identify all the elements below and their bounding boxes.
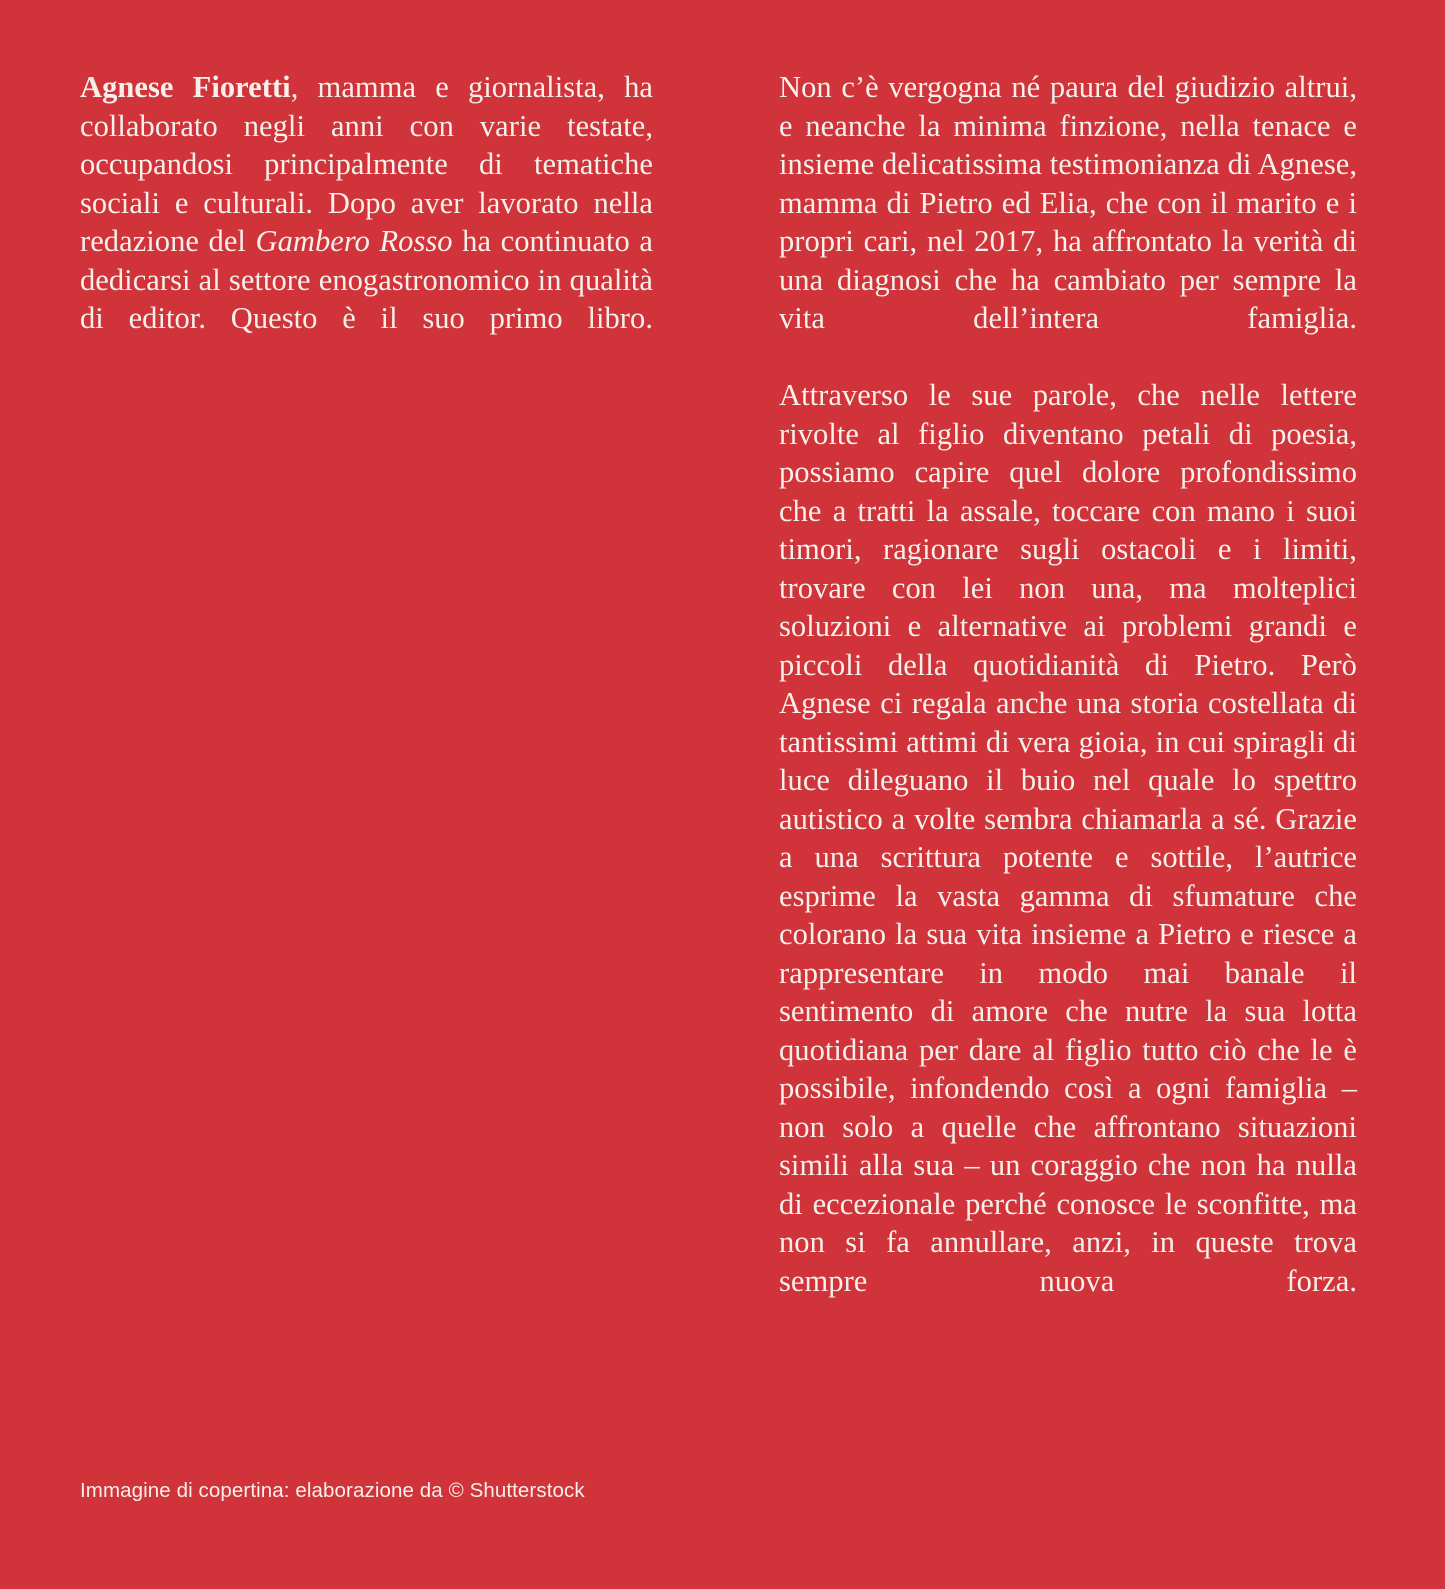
author-bio-paragraph — [80, 68, 653, 376]
publication-title-gambero-rosso: Gambero Rosso — [255, 224, 453, 258]
blurb-column — [779, 68, 1357, 1339]
blurb-paragraph-1: Non c’è vergogna né paura del giudizio altrui, e neanche la minima finzione, nella tenace e insieme delicatissima testimonianza di Agnese, mamma di Pietro ed Elia, che con il marito e i propri cari, nel 2017, ha affrontato la verità di una diagnosi che ha cambiato per sempre la vita dell’intera famiglia. — [779, 70, 1357, 335]
author-name: Agnese Fioretti — [80, 70, 291, 104]
author-bio-column — [80, 68, 653, 376]
author-bio-part-two: ha continuato a dedicarsi al settore enogastronomico in qualità di editor. Questo è il suo primo libro. — [80, 224, 653, 335]
cover-image-credit: Immagine di copertina: elaborazione da © Shutterstock — [80, 1479, 585, 1502]
author-bio-part-one: , mamma e giornalista, ha collaborato negli anni con varie testate, occupandosi principalmente di tematiche sociali e culturali. Dopo aver lavorato nella redazione del — [80, 70, 653, 258]
blurb-paragraph-2: Attraverso le sue parole, che nelle lettere rivolte al figlio diventano petali di poesia, possiamo capire quel dolore profondissimo che a tratti la assale, toccare con mano i suoi timori, ragionare sugli ostacoli e i limiti, trovare con lei non una, ma molteplici soluzioni e alternative ai problemi grandi e piccoli della quotidianità di Pietro. Però Agnese ci regala anche una storia costellata di tantissimi attimi di vera gioia, in cui spiragli di luce dileguano il buio nel quale lo spettro autistico a volte sembra chiamarla a sé. Grazie a una scrittura potente e sottile, l’autrice esprime la vasta gamma di sfumature che colorano la sua vita insieme a Pietro e riesce a rappresentare in modo mai banale il sentimento di amore che nutre la sua lotta quotidiana per dare al figlio tutto ciò che le è possibile, infondendo così a ogni famiglia – non solo a quelle che affrontano situazioni simili alla sua – un coraggio che non ha nulla di eccezionale perché conosce le sconfitte, ma non si fa annullare, anzi, in queste trova sempre nuova forza. — [779, 378, 1357, 1298]
